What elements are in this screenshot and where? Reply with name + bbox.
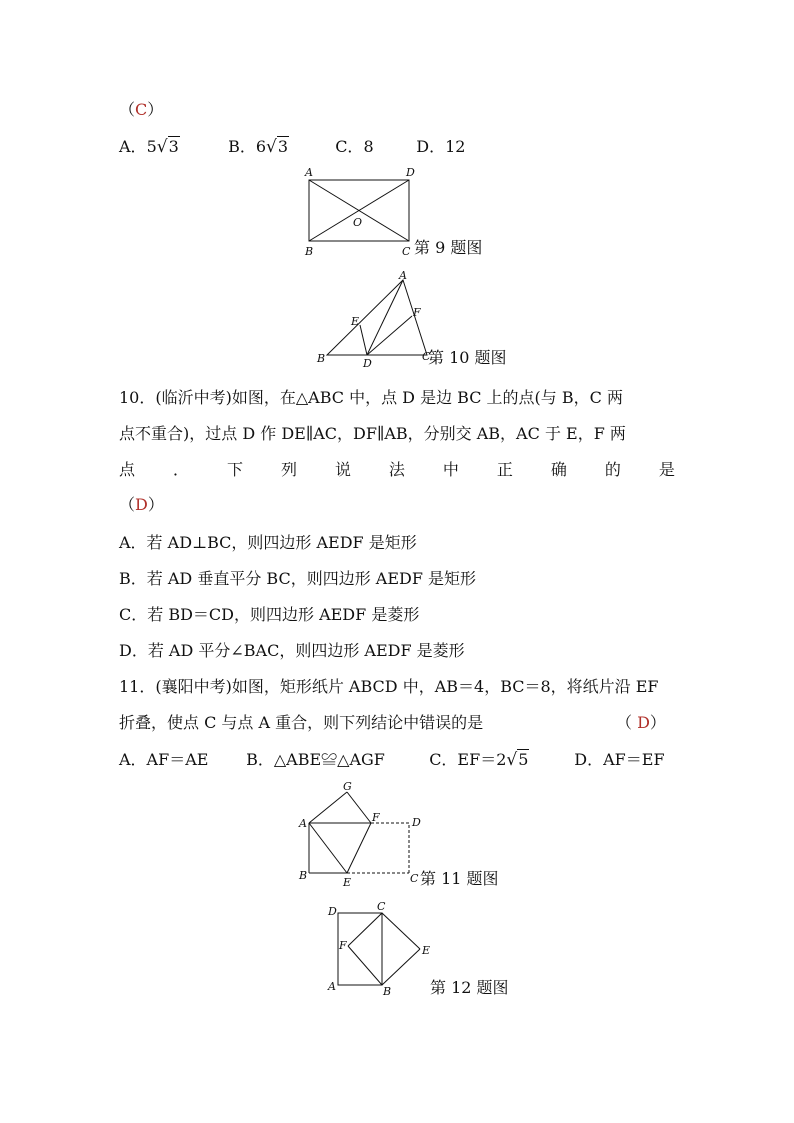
figure-10 [314, 269, 507, 370]
radical-sign: √ [156, 137, 168, 157]
stem-char: 下 [226, 460, 243, 479]
vertex-label-b: B [383, 985, 392, 998]
figure-10-diagram [314, 269, 434, 370]
q10-option-d: D．若 AD 平分∠BAC，则四边形 AEDF 是菱形 [119, 641, 465, 660]
point-label-e: E [422, 944, 431, 957]
sqrt-symbol [157, 137, 180, 157]
answer-paren-open: （ [119, 495, 136, 514]
q11-stem-text: 折叠，使点 C 与点 A 重合，则下列结论中错误的是 [119, 713, 484, 732]
figure-12-diagram [324, 898, 434, 998]
point-label-f: F [339, 939, 347, 952]
answer-paren-close: ） [147, 100, 164, 119]
point-label-o: O [353, 216, 363, 229]
segment-eb [382, 949, 420, 985]
segment-gf [347, 792, 371, 823]
option-text: C．EF＝2 [429, 750, 507, 769]
vertex-label-b: B [317, 352, 326, 365]
q11-option-a: A．AF＝AE [119, 750, 209, 769]
stem-char: 点 [119, 460, 136, 479]
option-key: B． [228, 137, 256, 156]
figure-11-caption: 第 11 题图 [420, 869, 499, 888]
q10-answer: D [135, 495, 148, 514]
segment-fb [348, 946, 382, 985]
q9-options [119, 137, 465, 157]
segment-de [360, 325, 367, 355]
q10-stem-line-3 [119, 460, 675, 480]
triangle-abc [327, 280, 427, 355]
figure-9 [300, 166, 483, 266]
option-coef: 6 [255, 137, 267, 156]
stem-char: ． [172, 460, 189, 479]
radical-sign: √ [506, 750, 518, 770]
q11-stem-line-2 [119, 713, 666, 733]
radicand: 3 [168, 137, 179, 156]
segment-ce [382, 913, 420, 949]
option-key: D． [416, 137, 446, 156]
q11-stem-line-1: 11．(襄阳中考)如图，矩形纸片 ABCD 中，AB＝4，BC＝8，将纸片沿 EF [119, 677, 659, 696]
radicand: 5 [518, 750, 529, 769]
figure-9-caption: 第 9 题图 [414, 238, 483, 257]
point-label-f: F [372, 811, 380, 824]
q11-option-c [429, 750, 569, 770]
answer-paren-close: ） [147, 495, 164, 514]
q11-answer-group [616, 713, 666, 733]
radicand: 3 [277, 137, 289, 156]
q11-answer: D [637, 713, 650, 732]
q10-answer-line [119, 495, 164, 515]
stem-char: 是 [658, 460, 675, 479]
vertex-label-c: C [422, 350, 431, 363]
q11-options [119, 750, 665, 770]
q10-stem-line-2: 点不重合)，过点 D 作 DE∥AC，DF∥AB，分别交 AB，AC 于 E，F 两 [119, 424, 626, 443]
point-label-f: F [413, 306, 421, 319]
stem-char: 正 [496, 460, 513, 479]
vertex-label-c: C [377, 900, 386, 913]
vertex-label-a: A [299, 817, 307, 830]
segment-ae [309, 823, 347, 873]
q10-option-c: C．若 BD＝CD，则四边形 AEDF 是菱形 [119, 605, 420, 624]
figure-12 [324, 898, 509, 1002]
figure-9-diagram [300, 166, 420, 262]
q9-answer-line [119, 100, 163, 120]
q9-answer: C [135, 100, 148, 119]
segment-cf [348, 913, 382, 946]
stem-char: 确 [550, 460, 567, 479]
vertex-label-d: D [412, 816, 421, 829]
stem-char: 说 [334, 460, 351, 479]
sqrt-symbol [266, 137, 289, 157]
figure-12-caption: 第 12 题图 [430, 978, 509, 997]
option-key: A． [119, 137, 147, 156]
option-text: 12 [445, 137, 466, 156]
stem-char: 的 [604, 460, 621, 479]
q10-option-b: B．若 AD 垂直平分 BC，则四边形 AEDF 是矩形 [119, 569, 477, 588]
stem-char: 中 [442, 460, 459, 479]
q9-option-c [335, 137, 411, 157]
q10-stem-line-1: 10．(临沂中考)如图，在△ABC 中，点 D 是边 BC 上的点(与 B，C 两 [119, 388, 623, 407]
vertex-label-d: D [328, 905, 337, 918]
option-text: 8 [363, 137, 374, 156]
q9-option-a [119, 137, 223, 157]
q9-option-d [416, 137, 465, 157]
vertex-label-a: A [328, 980, 336, 993]
figure-11-diagram [296, 780, 426, 890]
figure-11 [296, 780, 499, 894]
vertex-label-a: A [399, 269, 407, 282]
point-label-e: E [351, 315, 360, 328]
point-label-g: G [343, 780, 352, 793]
vertex-label-c: C [402, 245, 411, 258]
vertex-label-a: A [305, 166, 313, 179]
figure-10-caption: 第 10 题图 [428, 348, 507, 367]
q10-option-a: A．若 AD⊥BC，则四边形 AEDF 是矩形 [119, 533, 417, 552]
segment-ad [367, 280, 403, 355]
sqrt-symbol [506, 750, 529, 770]
option-key: C． [335, 137, 364, 156]
point-label-e: E [343, 876, 352, 889]
vertex-label-b: B [305, 245, 314, 258]
answer-paren-close: ） [649, 713, 666, 732]
point-label-d: D [363, 357, 372, 370]
vertex-label-b: B [299, 869, 308, 882]
option-coef: 5 [146, 137, 157, 156]
q11-option-d: D．AF＝EF [574, 750, 665, 769]
q9-option-b [228, 137, 330, 157]
segment-ef [347, 823, 371, 873]
stem-char: 列 [280, 460, 297, 479]
vertex-label-c: C [410, 872, 419, 885]
q11-option-b: B．△ABE≌△AGF [246, 750, 385, 769]
segment-df [367, 316, 412, 355]
answer-paren-open: （ [119, 100, 136, 119]
vertex-label-d: D [406, 166, 415, 179]
radical-sign: √ [266, 137, 277, 157]
segment-ag [309, 792, 347, 823]
stem-char: 法 [388, 460, 405, 479]
answer-paren-open: （ [616, 713, 638, 732]
